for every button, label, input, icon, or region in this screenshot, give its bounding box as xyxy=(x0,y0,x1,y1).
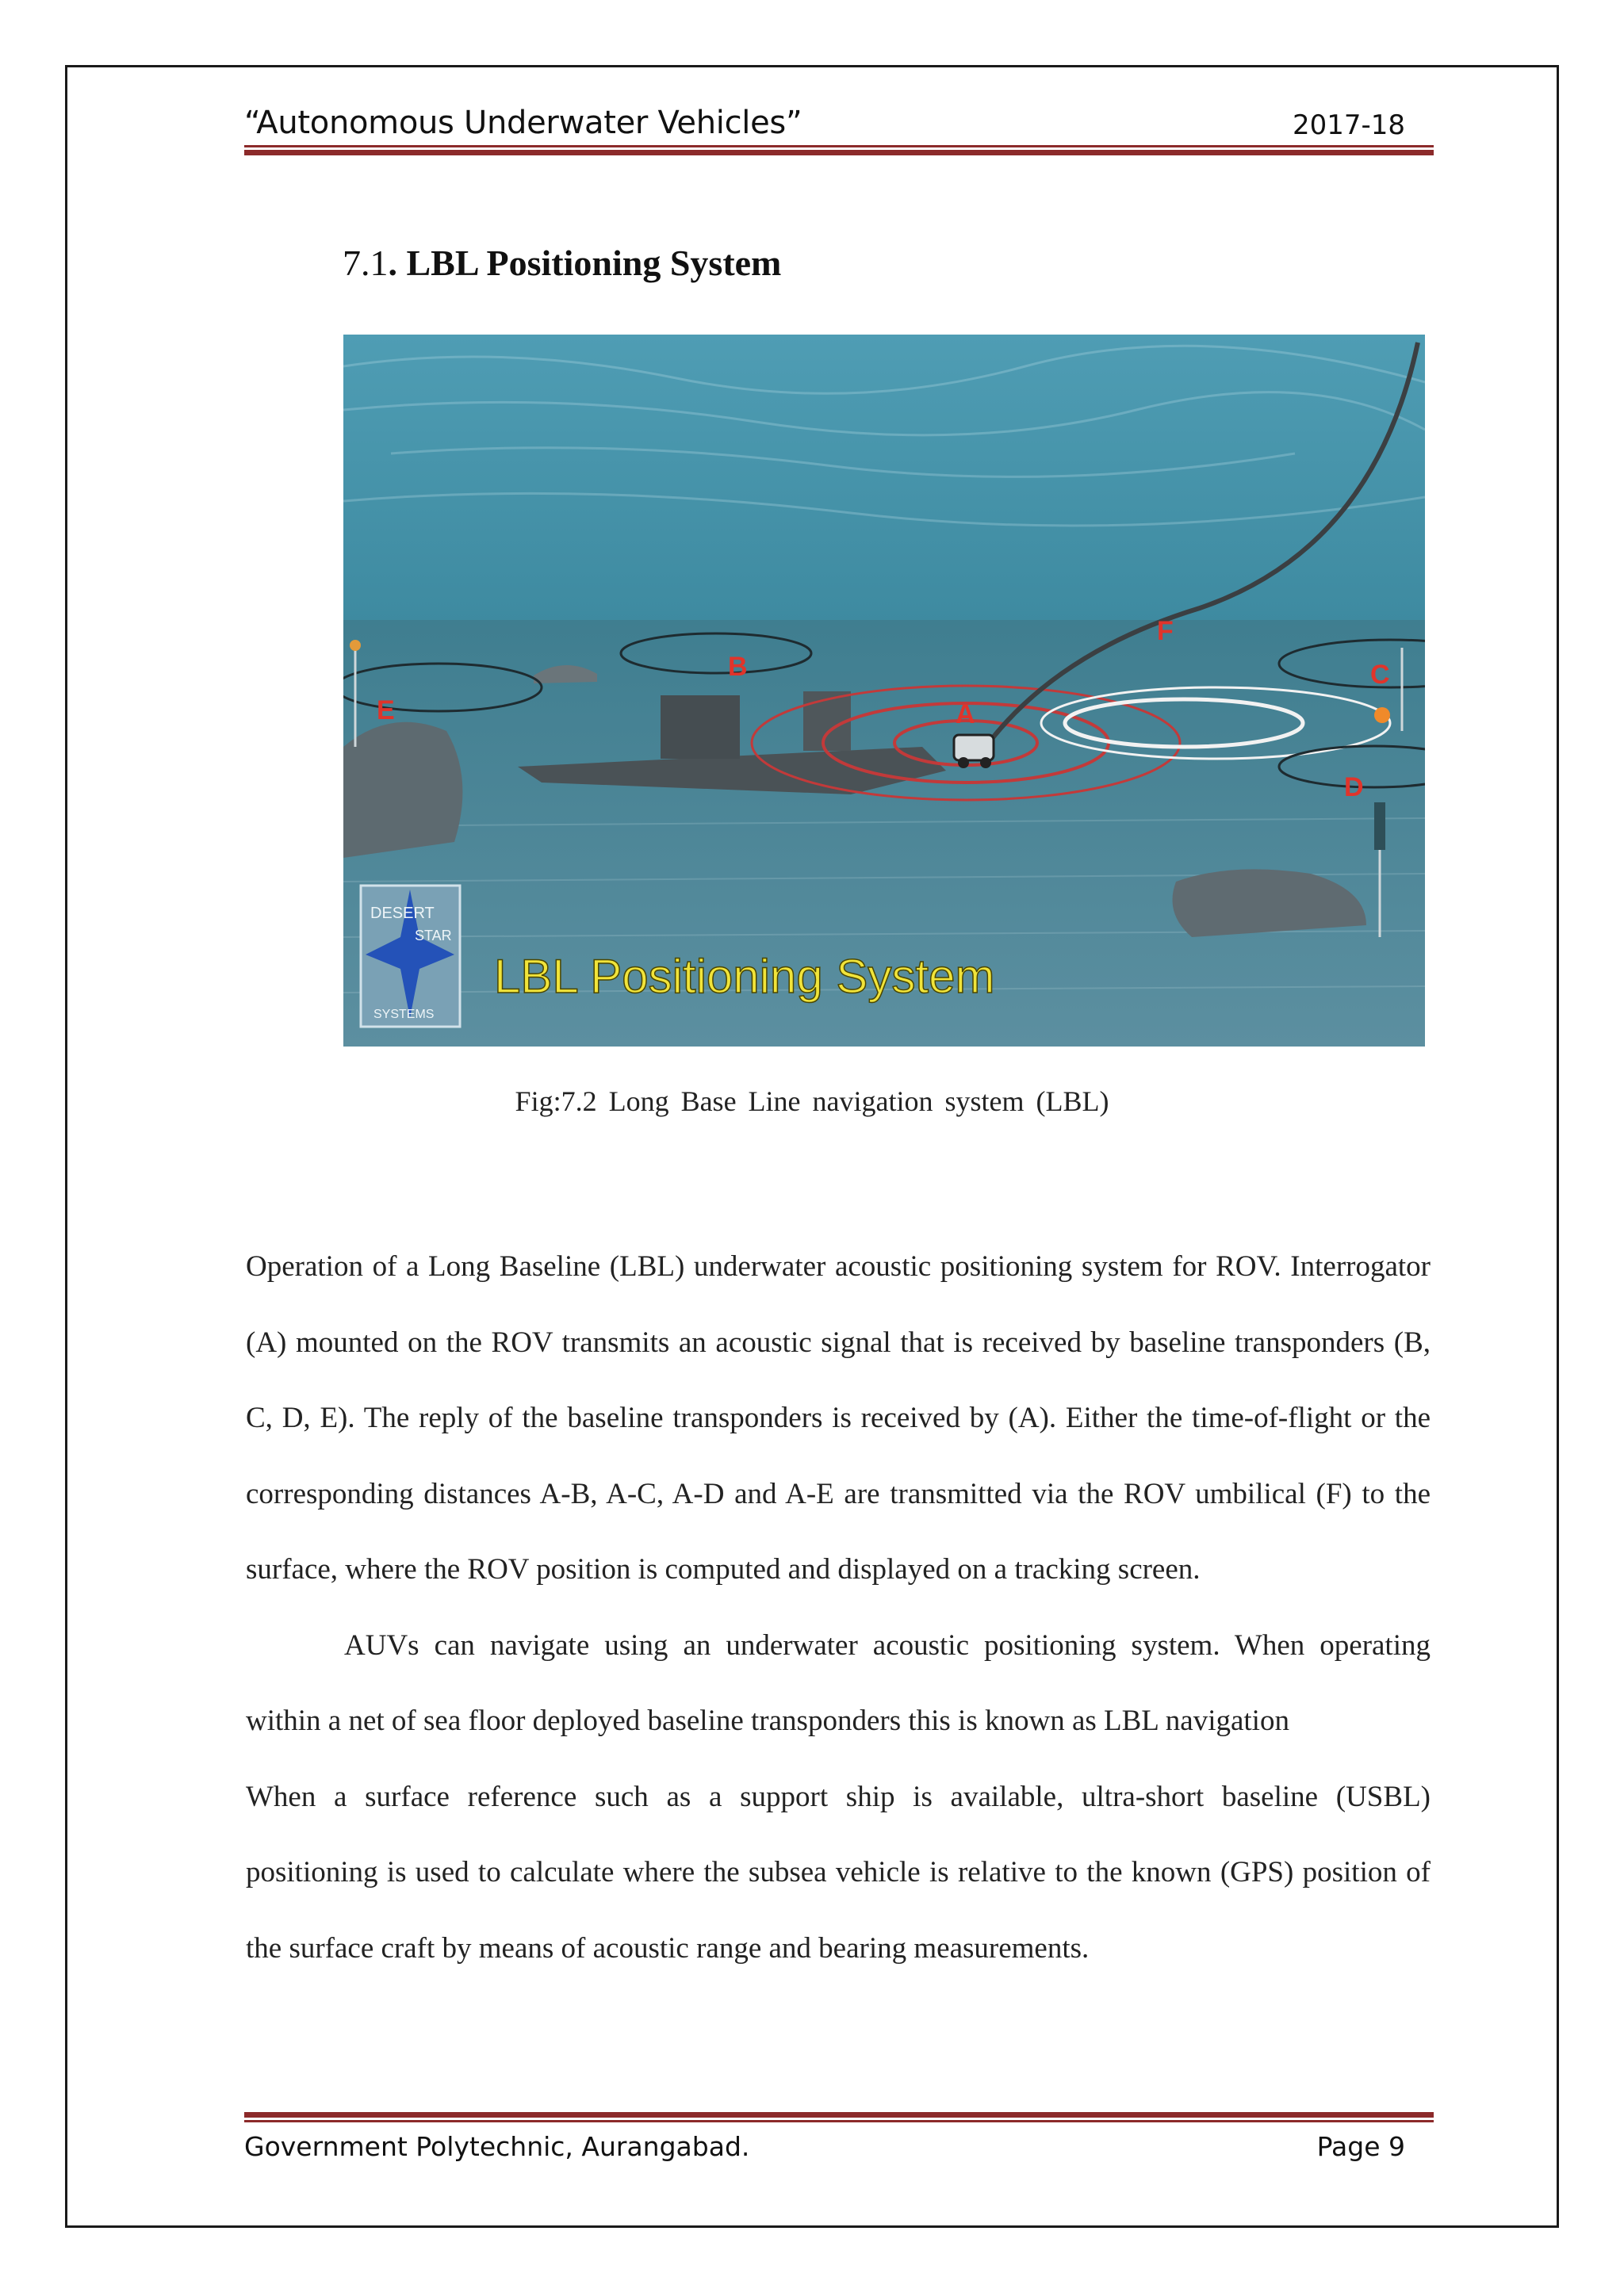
header-rule-thin xyxy=(244,145,1434,147)
label-b: B xyxy=(728,652,748,682)
figure-overlay-title: LBL Positioning System xyxy=(494,950,995,1003)
paragraph-1: Operation of a Long Baseline (LBL) underwater acoustic positioning system for ROV. Interrogator (A) mounted on the ROV transmits an acoustic signal that is received by baseline transponders (B, C, D, E). The reply of the baseline transponders is received by (A). Either the time-of-flight or the corresponding distances A-B, A-C, A-D and A-E are transmitted via the ROV umbilical (F) to the surface, where the ROV position is computed and displayed on a tracking screen. xyxy=(246,1250,1431,1586)
footer-institution: Government Polytechnic, Aurangabad. xyxy=(244,2131,750,2162)
logo-text-systems: SYSTEMS xyxy=(373,1008,435,1021)
header-rule-thick xyxy=(244,150,1434,155)
running-header xyxy=(244,95,1434,144)
footer-rule-thin xyxy=(244,2120,1434,2122)
lbl-figure-image xyxy=(343,335,1425,1047)
shipwreck-cabin xyxy=(661,695,740,759)
body-text xyxy=(246,1229,1431,1986)
desert-star-logo xyxy=(361,886,460,1027)
running-footer xyxy=(244,2125,1434,2172)
section-number: 7.1 xyxy=(343,243,389,283)
label-e: E xyxy=(377,695,395,725)
page-number: Page 9 xyxy=(1316,2131,1405,2162)
header-title: “Autonomous Underwater Vehicles” xyxy=(244,105,802,141)
section-heading xyxy=(343,242,781,284)
label-c: C xyxy=(1370,660,1390,690)
header-year: 2017-18 xyxy=(1292,109,1405,141)
label-d: D xyxy=(1344,772,1364,802)
paragraph-3: When a surface reference such as a support ship is available, ultra-short baseline (USBL) positioning is used to calculate where the subsea vehicle is relative to the known (GPS) position of the surface craft by means of acoustic range and bearing measurements. xyxy=(246,1780,1431,1965)
label-f: F xyxy=(1157,616,1174,646)
rock-left xyxy=(343,722,462,858)
section-title: . LBL Positioning System xyxy=(388,243,782,283)
paragraph-2: AUVs can navigate using an underwater acoustic positioning system. When operating within a net of sea floor deployed baseline transponders this is known as LBL navigation xyxy=(246,1628,1431,1737)
label-a: A xyxy=(956,699,975,729)
logo-text-star: STAR xyxy=(415,928,452,943)
footer-rule-thick xyxy=(244,2112,1434,2118)
figure-caption: Fig:7.2 Long Base Line navigation system (LBL) xyxy=(515,1085,1109,1117)
logo-text-desert: DESERT xyxy=(370,905,435,922)
